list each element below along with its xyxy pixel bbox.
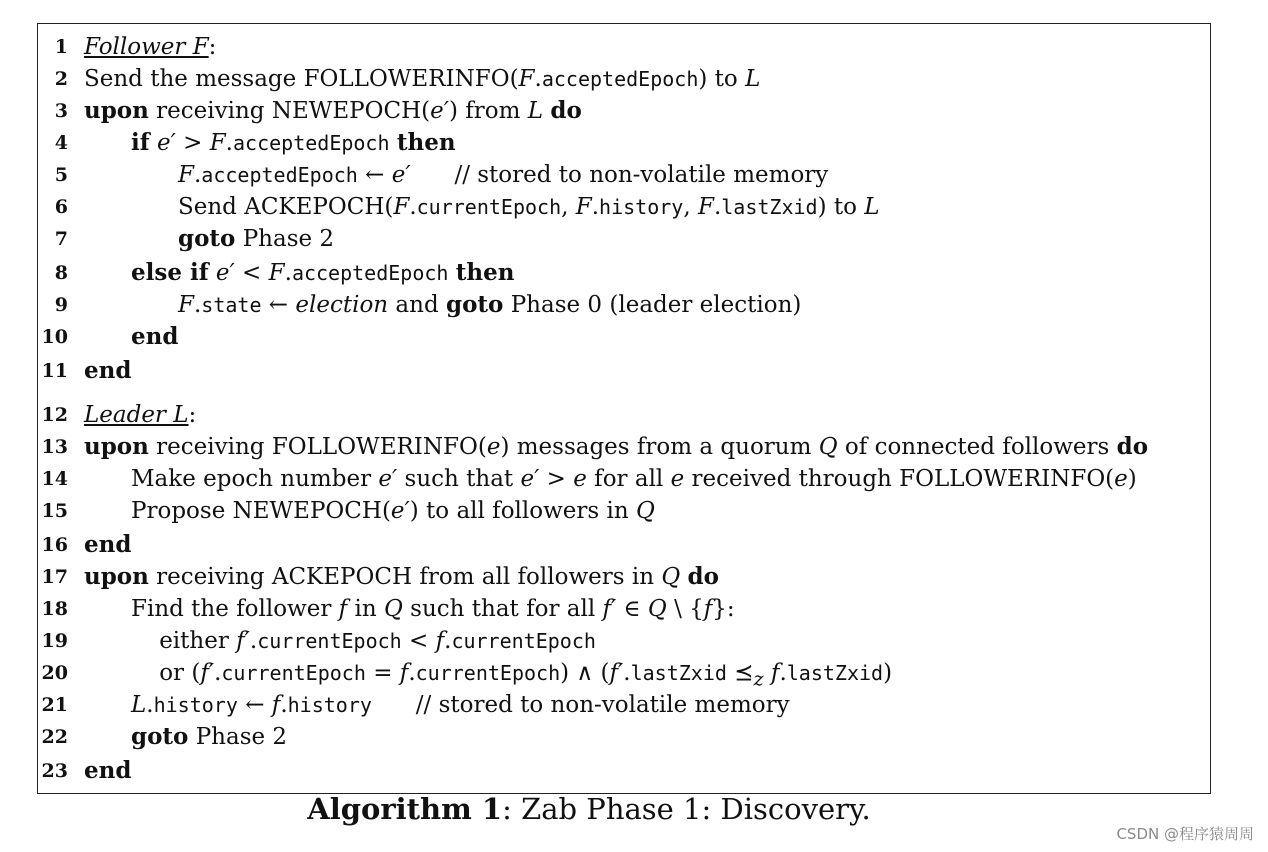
algorithm-box [37,23,1211,794]
line-number: 10 [41,326,68,348]
line-content: Send ACKEPOCH(F.currentEpoch, F.history, F.lastZxid) to L [178,194,880,220]
line-number: 23 [41,760,68,782]
line-content: goto Phase 2 [178,225,335,252]
line-content: upon receiving FOLLOWERINFO(e) messages from a quorum Q of connected followers do [84,433,1149,460]
line-number: 9 [54,294,68,316]
line-number: 1 [54,36,68,58]
line-content: Make epoch number e′ such that e′ > e for all e received through FOLLOWERINFO(e) [131,466,1137,492]
line-number: 19 [41,630,68,652]
line-content: Leader L: [84,402,197,428]
line-content: Send the message FOLLOWERINFO(F.acceptedEpoch) to L [84,66,761,92]
line-number: 12 [41,404,68,426]
line-number: 4 [54,132,68,154]
watermark: CSDN @程序猿周周 [1116,825,1254,843]
line-number: 8 [54,262,68,284]
line-number: 21 [41,694,68,716]
line-number: 7 [54,228,68,250]
line-content: or (f′.currentEpoch = f.currentEpoch) ∧ (f′.lastZxid $⪯_z$ f.lastZxid) [159,660,893,691]
line-content: else if e′ < F.acceptedEpoch then [131,259,515,286]
caption-label: Algorithm 1 [307,792,503,826]
line-content: end [84,757,132,784]
line-number: 3 [54,100,68,122]
line-number: 6 [54,196,68,218]
line-number: 17 [41,566,68,588]
line-content: end [84,357,132,384]
line-number: 15 [41,500,68,522]
line-content: either f′.currentEpoch < f.currentEpoch [159,628,596,654]
line-content: if e′ > F.acceptedEpoch then [131,129,456,156]
line-number: 13 [41,436,68,458]
line-content: upon receiving ACKEPOCH from all followers in Q do [84,563,719,590]
line-number: 22 [41,726,68,748]
line-content: L.history ← f.history // stored to non-volatile memory [131,692,790,718]
line-content: F.acceptedEpoch ← e′ // stored to non-volatile memory [178,162,829,188]
line-content: Propose NEWEPOCH(e′) to all followers in Q [131,498,655,524]
line-content: Follower F: [84,34,217,60]
line-content: Find the follower f in Q such that for all f′ ∈ Q \ {f}: [131,596,735,622]
line-content: upon receiving NEWEPOCH(e′) from L do [84,97,582,124]
line-content: end [131,323,179,350]
line-number: 5 [54,164,68,186]
line-content: goto Phase 2 [131,723,288,750]
line-number: 14 [41,468,68,490]
line-number: 18 [41,598,68,620]
line-number: 2 [54,68,68,90]
line-content: end [84,531,132,558]
line-content: F.state ← election and goto Phase 0 (leader election) [178,291,802,318]
line-number: 16 [41,534,68,556]
line-number: 20 [41,662,68,684]
algorithm-caption [0,792,1178,826]
line-number: 11 [41,360,68,382]
caption-text: : Zab Phase 1: Discovery. [502,792,871,826]
